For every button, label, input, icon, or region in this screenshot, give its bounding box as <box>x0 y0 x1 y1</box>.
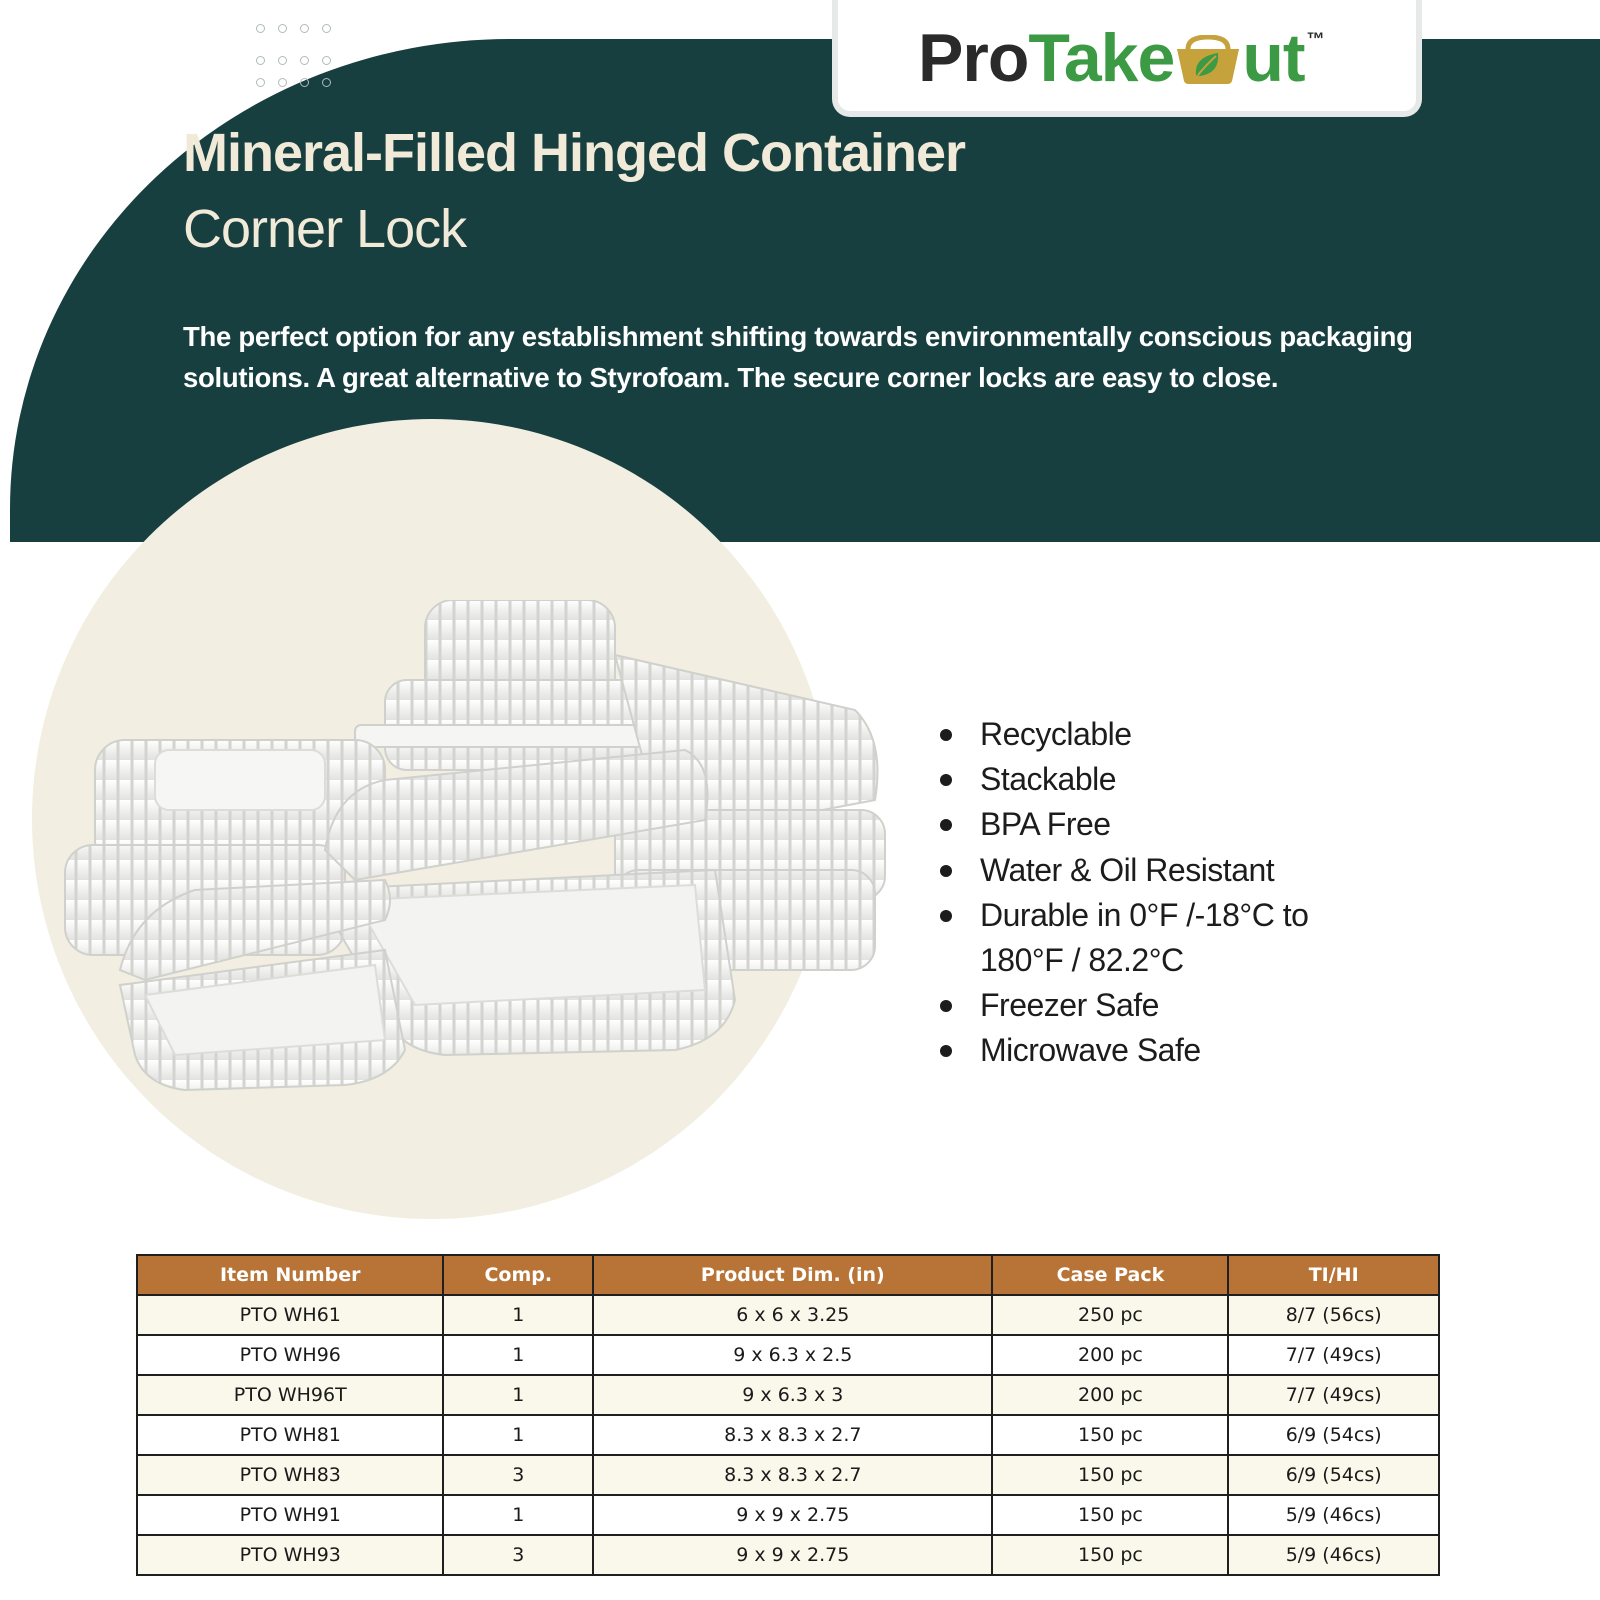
table-cell: 8/7 (56cs) <box>1228 1295 1439 1335</box>
feature-item: Microwave Safe <box>940 1028 1310 1073</box>
table-cell: 8.3 x 8.3 x 2.7 <box>593 1415 992 1455</box>
page-title: Mineral-Filled Hinged Container <box>183 123 966 183</box>
table-cell: 1 <box>443 1295 593 1335</box>
feature-item: Freezer Safe <box>940 983 1310 1028</box>
logo-text-pro: Pro <box>918 20 1029 96</box>
table-cell: 6/9 (54cs) <box>1228 1455 1439 1495</box>
table-row <box>137 1495 1439 1535</box>
table-cell: 7/7 (49cs) <box>1228 1375 1439 1415</box>
feature-item: Recyclable <box>940 712 1310 757</box>
table-cell: 9 x 9 x 2.75 <box>593 1535 992 1575</box>
table-cell: 1 <box>443 1415 593 1455</box>
page-subtitle: Corner Lock <box>183 199 467 259</box>
feature-item: Water & Oil Resistant <box>940 848 1310 893</box>
table-row <box>137 1335 1439 1375</box>
brand-logo <box>838 0 1416 111</box>
table-cell: 200 pc <box>992 1335 1228 1375</box>
table-cell: 6 x 6 x 3.25 <box>593 1295 992 1335</box>
table-cell: 9 x 6.3 x 3 <box>593 1375 992 1415</box>
table-cell: 1 <box>443 1375 593 1415</box>
column-header: Comp. <box>443 1255 593 1295</box>
feature-item: Stackable <box>940 757 1310 802</box>
column-header: TI/HI <box>1228 1255 1439 1295</box>
table-cell: PTO WH83 <box>137 1455 443 1495</box>
logo-wordmark <box>918 20 1324 96</box>
table-cell: 9 x 9 x 2.75 <box>593 1495 992 1535</box>
table-cell: PTO WH81 <box>137 1415 443 1455</box>
column-header: Item Number <box>137 1255 443 1295</box>
column-header: Case Pack <box>992 1255 1228 1295</box>
table-cell: 150 pc <box>992 1415 1228 1455</box>
logo-trademark: ™ <box>1306 29 1324 49</box>
table-cell: PTO WH61 <box>137 1295 443 1335</box>
table-cell: 7/7 (49cs) <box>1228 1335 1439 1375</box>
feature-list <box>940 712 1310 1074</box>
product-photo <box>55 600 915 1100</box>
table-cell: 5/9 (46cs) <box>1228 1535 1439 1575</box>
column-header: Product Dim. (in) <box>593 1255 992 1295</box>
logo-text-take: Take <box>1028 20 1175 96</box>
decorative-dots <box>256 18 346 98</box>
table-row <box>137 1415 1439 1455</box>
table-header-row <box>137 1255 1439 1295</box>
table-cell: 250 pc <box>992 1295 1228 1335</box>
table-row <box>137 1375 1439 1415</box>
container-front-left <box>120 880 405 1090</box>
table-cell: 200 pc <box>992 1375 1228 1415</box>
table-cell: 150 pc <box>992 1535 1228 1575</box>
product-description: The perfect option for any establishment shifting towards environmentally conscious packaging solutions. A great alternative to Styrofoam. The secure corner locks are easy to close. <box>183 321 1413 393</box>
table-cell: 1 <box>443 1335 593 1375</box>
spec-table <box>136 1254 1440 1576</box>
table-cell: 9 x 6.3 x 2.5 <box>593 1335 992 1375</box>
table-row <box>137 1535 1439 1575</box>
table-cell: 3 <box>443 1535 593 1575</box>
table-cell: 150 pc <box>992 1455 1228 1495</box>
feature-item: Durable in 0°F /-18°C to 180°F / 82.2°C <box>940 893 1310 983</box>
table-cell: PTO WH96 <box>137 1335 443 1375</box>
table-cell: 5/9 (46cs) <box>1228 1495 1439 1535</box>
table-cell: 1 <box>443 1495 593 1535</box>
logo-text-ut: ut <box>1242 20 1305 96</box>
table-cell: 8.3 x 8.3 x 2.7 <box>593 1455 992 1495</box>
table-cell: PTO WH93 <box>137 1535 443 1575</box>
takeout-bag-leaf-icon <box>1174 35 1242 85</box>
table-cell: PTO WH91 <box>137 1495 443 1535</box>
table-cell: 150 pc <box>992 1495 1228 1535</box>
table-cell: 6/9 (54cs) <box>1228 1415 1439 1455</box>
feature-item: BPA Free <box>940 802 1310 847</box>
table-row <box>137 1295 1439 1335</box>
table-cell: PTO WH96T <box>137 1375 443 1415</box>
table-cell: 3 <box>443 1455 593 1495</box>
table-row <box>137 1455 1439 1495</box>
